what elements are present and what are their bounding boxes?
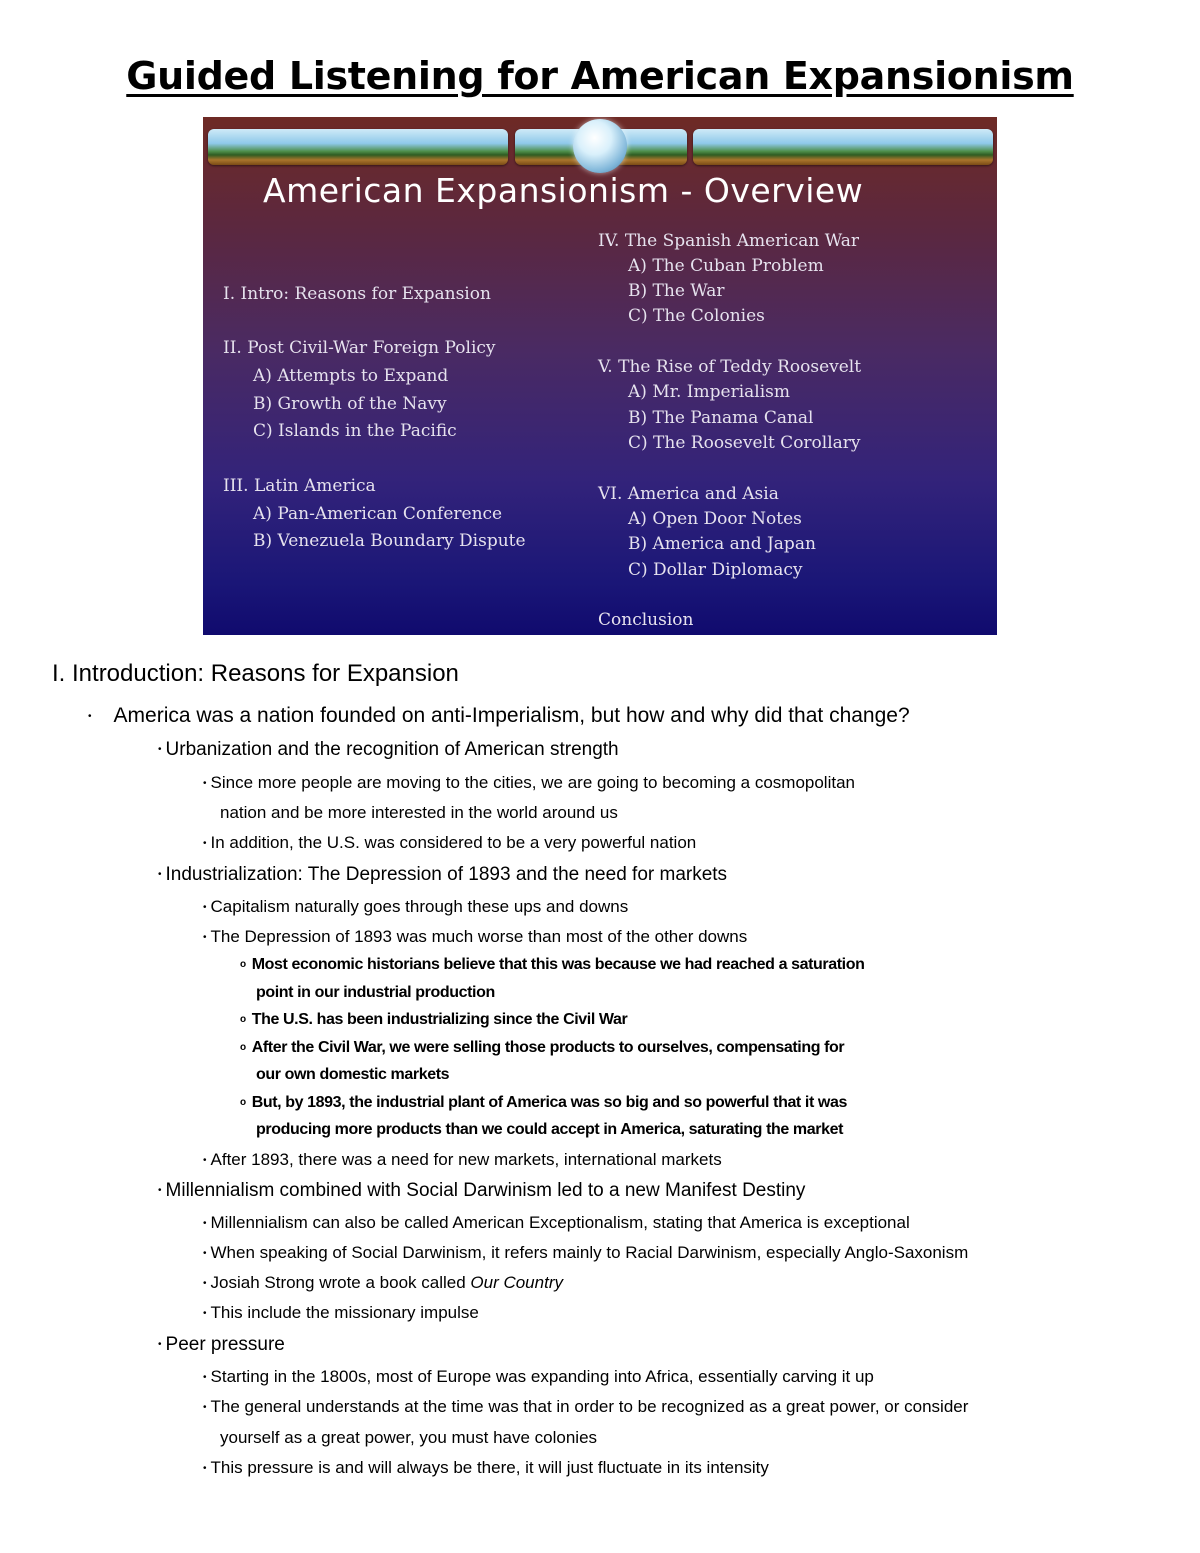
slide-item: C) The Roosevelt Corollary <box>628 433 861 453</box>
outline-line-continuation: producing more products than we could accept in America, saturating the market <box>256 1121 843 1138</box>
landscape-banner-right <box>693 129 993 165</box>
outline-line-continuation: point in our industrial production <box>256 984 495 1001</box>
bullet-icon: • <box>203 1372 207 1384</box>
bullet-icon: • <box>158 1185 162 1197</box>
slide-item: A) The Cuban Problem <box>628 256 824 276</box>
bullet-icon: • <box>203 1463 207 1475</box>
outline-line-level4: o After the Civil War, we were selling those products to ourselves, compensating for <box>240 1039 845 1056</box>
outline-line-level1: • America was a nation founded on anti-Imperialism, but how and why did that change? <box>88 704 910 727</box>
bullet-icon: • <box>203 902 207 914</box>
outline-line-continuation: yourself as a great power, you must have colonies <box>220 1428 598 1447</box>
outline-line-level4: o But, by 1893, the industrial plant of America was so big and so powerful that it was <box>240 1094 847 1111</box>
bullet-icon: • <box>158 1339 162 1351</box>
slide-item: Conclusion <box>598 610 694 630</box>
outline-line-level3: • Since more people are moving to the cities, we are going to becoming a cosmopolitan <box>203 773 855 792</box>
outline-line-continuation: our own domestic markets <box>256 1066 450 1083</box>
globe-ornament <box>573 119 627 173</box>
slide-item: B) The Panama Canal <box>628 408 814 428</box>
slide-title: American Expansionism - Overview <box>263 171 864 210</box>
bullet-icon: • <box>203 838 207 850</box>
outline-line-level3: • Josiah Strong wrote a book called Our Country <box>203 1273 563 1292</box>
slide-item: C) Dollar Diplomacy <box>628 560 803 580</box>
outline-line-level3: • The general understands at the time was that in order to be recognized as a great power, or consider <box>203 1397 969 1416</box>
bullet-icon: • <box>158 744 162 756</box>
outline-line-continuation: nation and be more interested in the world around us <box>220 803 618 822</box>
slide-item: B) The War <box>628 281 725 301</box>
slide-item: A) Open Door Notes <box>628 509 802 529</box>
ring-bullet-icon: o <box>240 1097 246 1109</box>
outline-line-level2: • Peer pressure <box>158 1334 285 1355</box>
outline-line-level3: • Capitalism naturally goes through these ups and downs <box>203 897 629 916</box>
bullet-icon: • <box>203 1402 207 1414</box>
slide-item: I. Intro: Reasons for Expansion <box>223 284 491 304</box>
outline-line-level2: • Industrialization: The Depression of 1893 and the need for markets <box>158 864 728 885</box>
slide-item: II. Post Civil-War Foreign Policy <box>223 338 496 358</box>
ring-bullet-icon: o <box>240 1014 246 1026</box>
bullet-icon: • <box>203 1308 207 1320</box>
outline-line-level3: • This include the missionary impulse <box>203 1303 479 1322</box>
slide-item: C) The Colonies <box>628 306 765 326</box>
bullet-icon: • <box>203 778 207 790</box>
outline-line-level2: • Millennialism combined with Social Darwinism led to a new Manifest Destiny <box>158 1180 806 1201</box>
landscape-banner-left <box>208 129 508 165</box>
bullet-icon: • <box>158 869 162 881</box>
outline-line-level3: • Millennialism can also be called American Exceptionalism, stating that America is exceptional <box>203 1213 910 1232</box>
outline-line-level3: • In addition, the U.S. was considered to be a very powerful nation <box>203 833 697 852</box>
ring-bullet-icon: o <box>240 1042 246 1054</box>
slide-item: A) Mr. Imperialism <box>628 382 790 402</box>
slide-item: A) Attempts to Expand <box>253 366 449 386</box>
slide-item: A) Pan-American Conference <box>253 504 503 524</box>
slide-item: B) Venezuela Boundary Dispute <box>253 531 526 551</box>
bullet-icon: • <box>203 1248 207 1260</box>
slide-item: VI. America and Asia <box>598 484 779 504</box>
slide-item: V. The Rise of Teddy Roosevelt <box>598 357 862 377</box>
bullet-icon: • <box>88 710 92 722</box>
bullet-icon: • <box>203 1278 207 1290</box>
bullet-icon: • <box>203 1155 207 1167</box>
slide-item: B) Growth of the Navy <box>253 394 447 414</box>
slide-item: B) America and Japan <box>628 534 816 554</box>
outline-line-level2: • Urbanization and the recognition of American strength <box>158 739 619 760</box>
bullet-icon: • <box>203 932 207 944</box>
section-heading: I. Introduction: Reasons for Expansion <box>52 660 459 687</box>
page-title: Guided Listening for American Expansionism <box>126 54 1074 98</box>
outline-line-level4: o Most economic historians believe that this was because we had reached a saturation <box>240 956 865 973</box>
ring-bullet-icon: o <box>240 959 246 971</box>
bullet-icon: • <box>203 1218 207 1230</box>
outline-line-level3: • Starting in the 1800s, most of Europe was expanding into Africa, essentially carving it up <box>203 1367 874 1386</box>
outline-line-level3: • After 1893, there was a need for new markets, international markets <box>203 1150 722 1169</box>
outline-line-level3: • The Depression of 1893 was much worse than most of the other downs <box>203 927 748 946</box>
outline-line-level3: • When speaking of Social Darwinism, it refers mainly to Racial Darwinism, especially Anglo-Saxonism <box>203 1243 969 1262</box>
outline-line-level4: o The U.S. has been industrializing since the Civil War <box>240 1011 628 1028</box>
book-title: Our Country <box>470 1273 563 1292</box>
slide-item: III. Latin America <box>223 476 376 496</box>
slide-item: C) Islands in the Pacific <box>253 421 457 441</box>
slide-item: IV. The Spanish American War <box>598 231 859 251</box>
overview-slide-image <box>203 117 997 635</box>
outline-line-level3: • This pressure is and will always be there, it will just fluctuate in its intensity <box>203 1458 769 1477</box>
